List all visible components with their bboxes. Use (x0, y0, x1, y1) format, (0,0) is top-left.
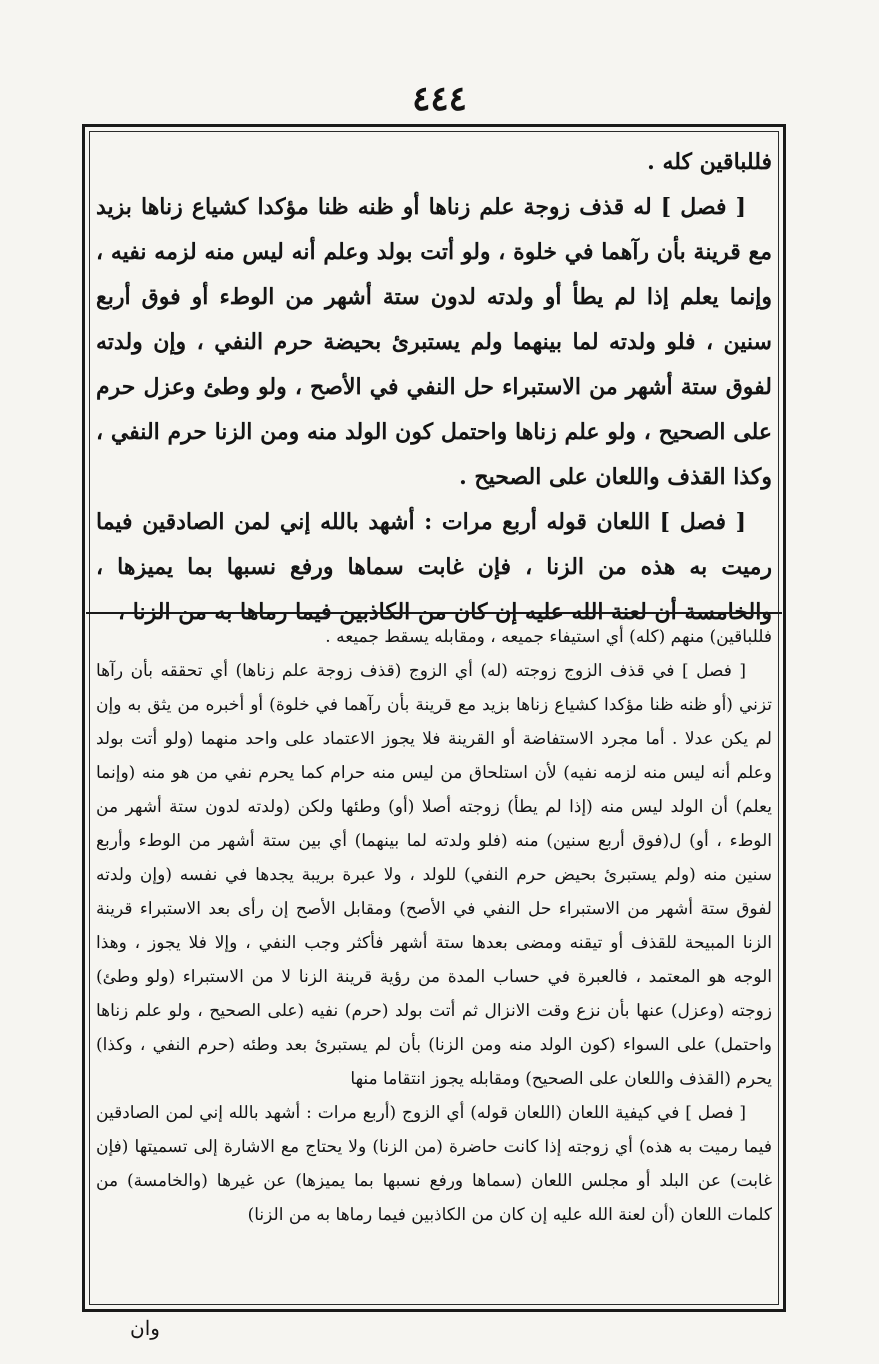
commentary-paragraph: [ فصل ] في قذف الزوج زوجته (له) أي الزوج (قذف زوجة علم زناها) أي تحققه بأن رآها تزني (أو ظنه ظنا مؤكدا كشياع زناها بزيد مع قرينة بأن رآهما في خلوة) أو أخبره من يثق به وإن لم يكن عدلا . أما مجرد الاستفاضة أو القرينة فلا يجوز الاعتماد على واحد منهما (ولو أتت بولد وعلم أنه ليس منه لزمه نفيه) لأن استلحاق من ليس منه حرام كما يحرم نفي من هو منه (وإنما يعلم) أن الولد ليس منه (إذا لم يطأ) زوجته أصلا (أو) وطئها ولكن (ولدته لدون ستة أشهر من الوطء ، أو) ل(فوق أربع سنين) منه (فلو ولدته لما بينهما) أي بين ستة أشهر من الوطء وأربع سنين منه (ولم يستبرئ بحيض حرم النفي) للولد ، ولا عبرة بريبة يجدها في نفسه (وإن ولدته لفوق ستة أشهر من الاستبراء حل النفي في الأصح) ومقابل الأصح إن رأى بعد الاستبراء قرينة الزنا المبيحة للقذف أو تيقنه ومضى بعدها ستة أشهر فأكثر وجب النفي ، وإلا فلا يجوز ، وهذا الوجه هو المعتمد ، فالعبرة في حساب المدة من رؤية قرينة الزنا لا من الاستبراء (ولو وطئ) زوجته (وعزل) عنها بأن نزع وقت الانزال ثم أتت بولد (حرم) نفيه (على الصحيح ، ولو علم زناها واحتمل) على السواء (كون الولد منه ومن الزنا) بأن لم يستبرئ بعد وطئه (حرم النفي ، وكذا) يحرم (القذف واللعان على الصحيح) ومقابله يجوز انتقاما منها (96, 661, 772, 1089)
commentary-text (96, 620, 772, 1310)
main-text-paragraph: فللباقين كله . (647, 149, 772, 175)
main-text-paragraph: [ فصل ] له قذف زوجة علم زناها أو ظنه ظنا مؤكدا كشياع زناها بزيد مع قرينة بأن رآهما في خلوة ، ولو أتت بولد وعلم أنه ليس منه لزمه نفيه ، وإنما يعلم إذا لم يطأ أو ولدته لدون ستة أشهر من الوطء أو فوق أربع سنين ، فلو ولدته لما بينهما ولم يستبرئ بحيضة حرم النفي ، وإن ولدته لفوق ستة أشهر من الاستبراء حل النفي في الأصح ، ولو وطئ وعزل حرم على الصحيح ، ولو علم زناها واحتمل كون الولد منه ومن الزنا حرم النفي ، وكذا القذف واللعان على الصحيح . (96, 194, 772, 490)
catchword: وان (130, 1316, 160, 1340)
commentary-paragraph: [ فصل ] في كيفية اللعان (اللعان قوله) أي الزوج (أربع مرات : أشهد بالله إني لمن الصادقين فيما رميت به هذه) أي زوجته إذا كانت حاضرة (من الزنا) ولا يحتاج مع الاشارة إلى تسميتها (فإن غابت) عن البلد أو مجلس اللعان (سماها ورفع نسبها بما يميزها) عن غيرها (والخامسة) من كلمات اللعان (أن لعنة الله عليه إن كان من الكاذبين فيما رماها به من الزنا) (96, 1103, 772, 1225)
main-text-paragraph: [ فصل ] اللعان قوله أربع مرات : أشهد بالله إني لمن الصادقين فيما رميت به هذه من الزنا ، فإن غابت سماها ورفع نسبها بما يميزها ، والخامسة أن لعنة الله عليه إن كان من الكاذبين فيما رماها به من الزنا ، (96, 509, 773, 625)
section-divider (86, 612, 782, 614)
commentary-paragraph: فللباقين) منهم (كله) أي استيفاء جميعه ، ومقابله يسقط جميعه . (325, 627, 772, 647)
main-text (96, 140, 773, 625)
page-number: ٤٤٤ (412, 79, 467, 119)
